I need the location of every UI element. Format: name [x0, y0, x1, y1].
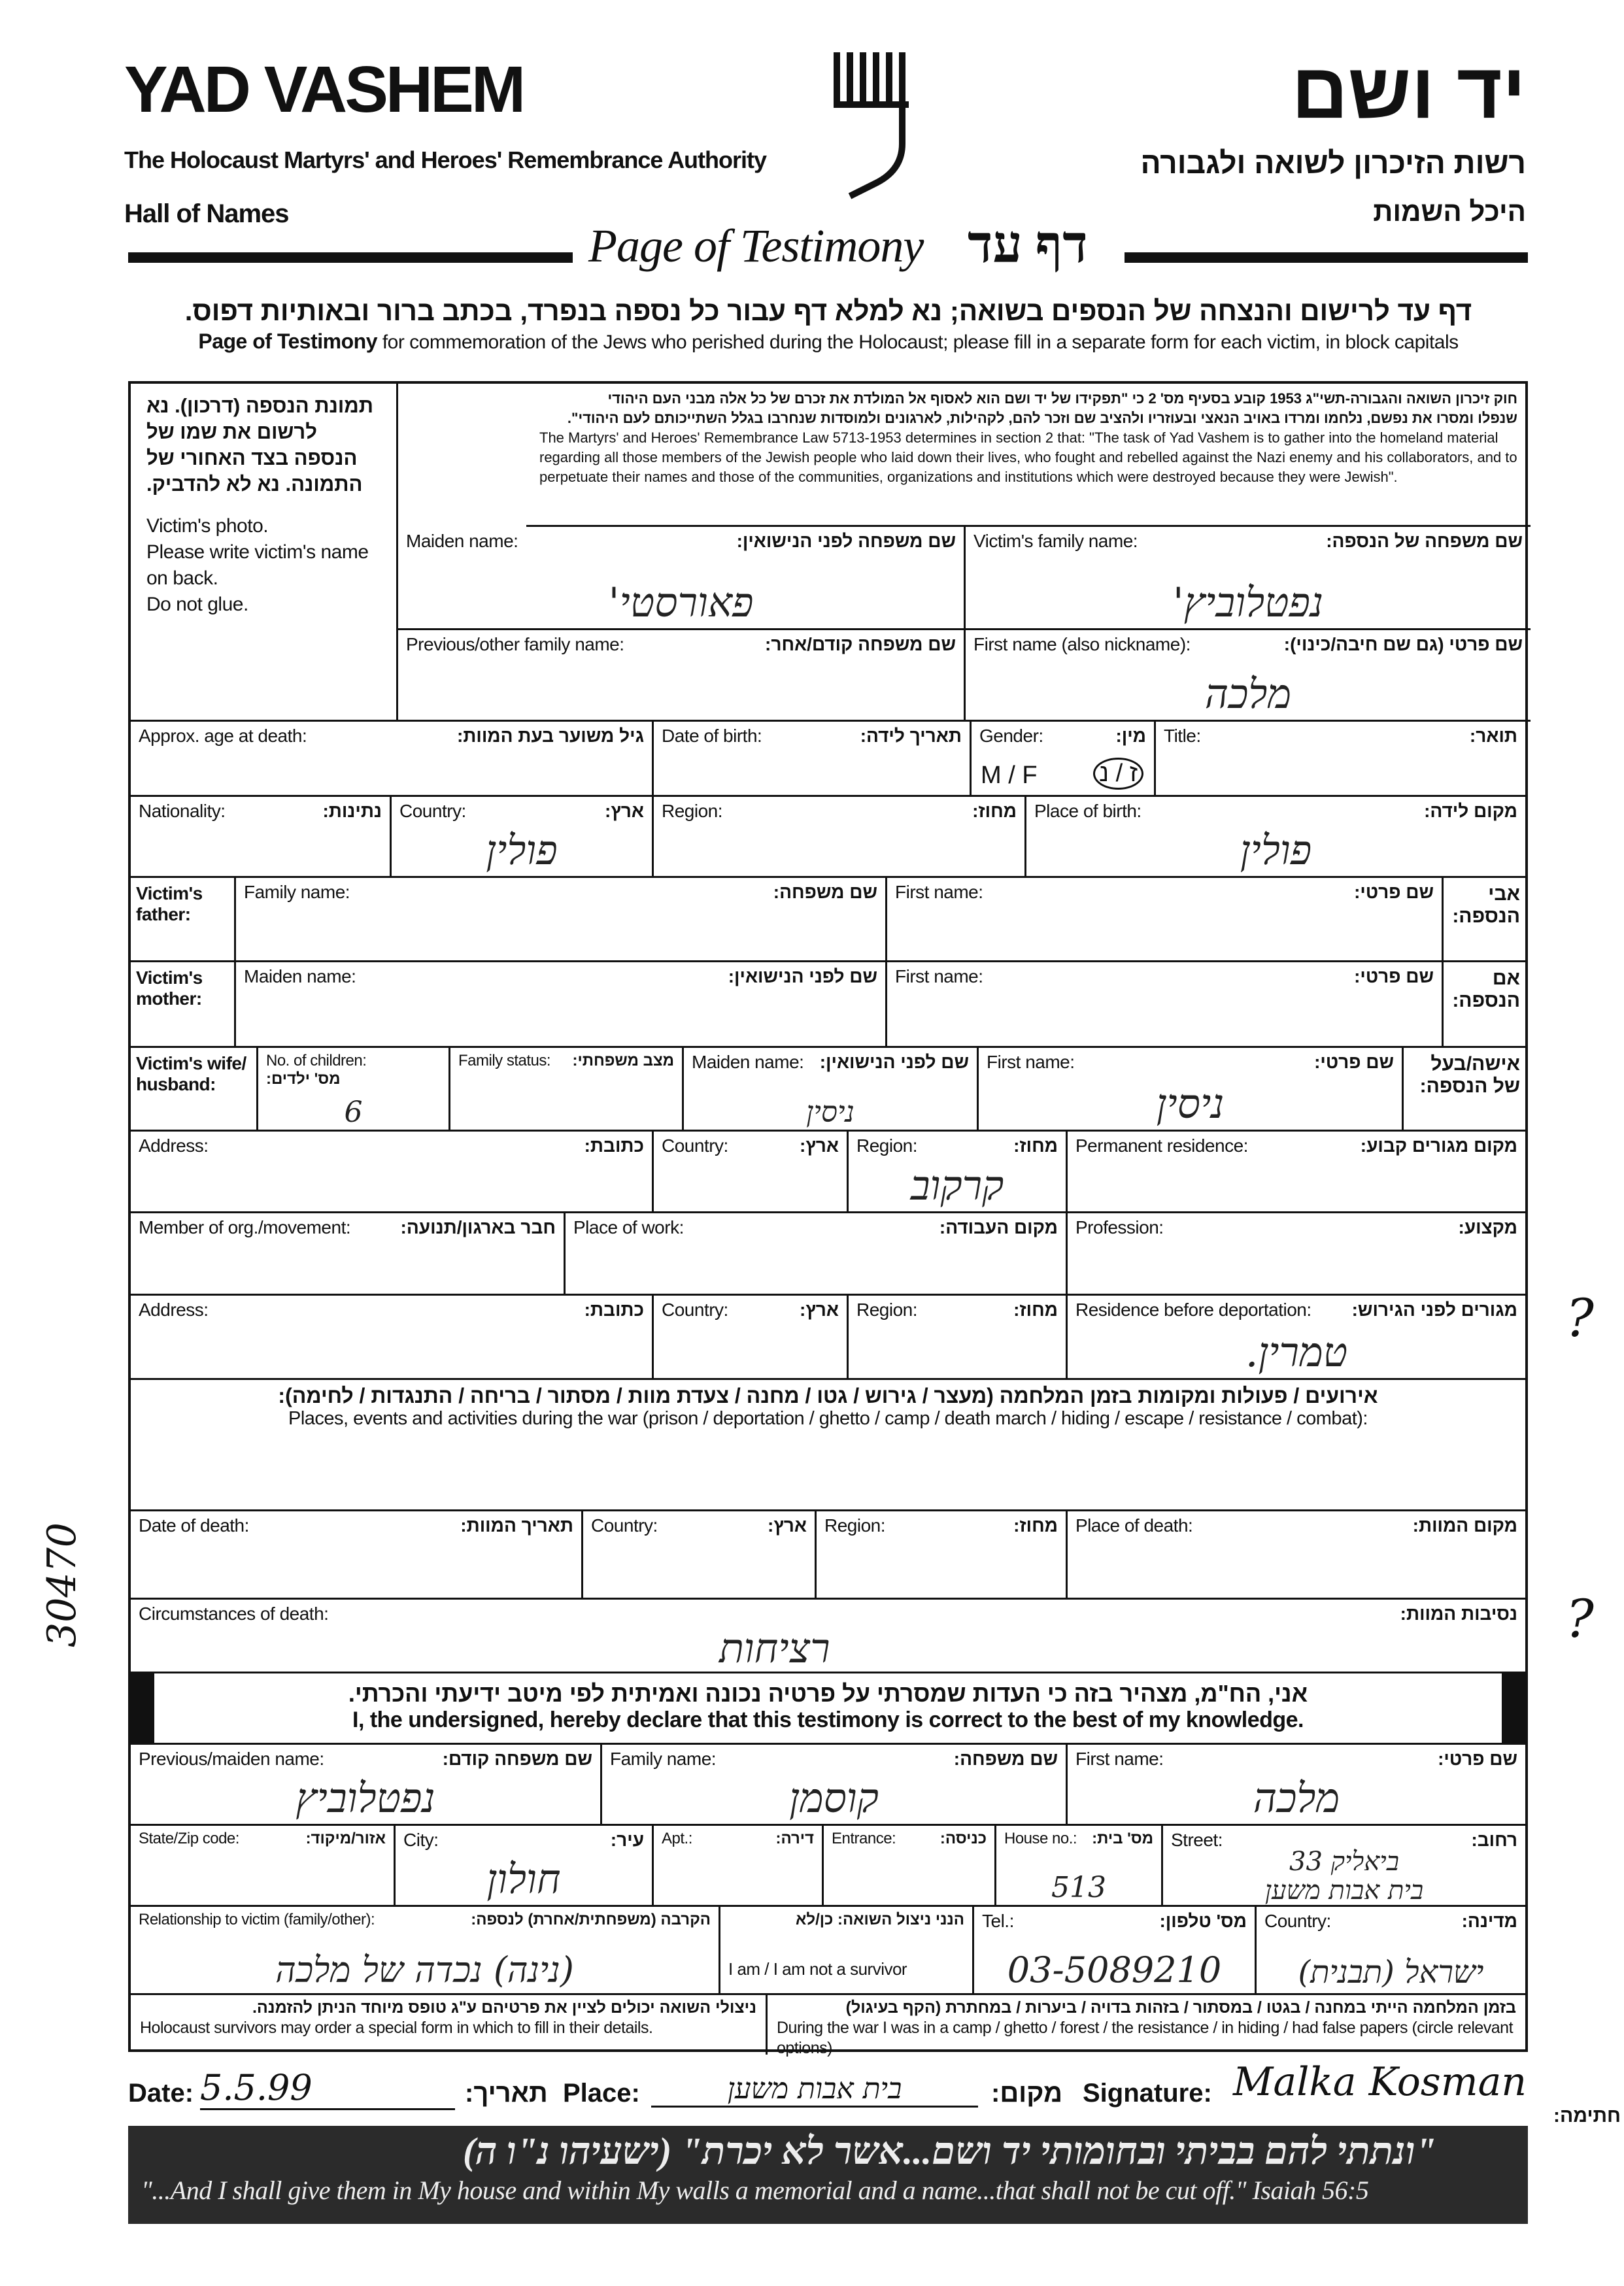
label: Circumstances of death: — [139, 1604, 329, 1624]
place-of-work-field[interactable] — [564, 1213, 1066, 1294]
label: Place of work: — [573, 1217, 684, 1237]
label-he: הקרבה (משפחתית/אחרת) לנספה: — [471, 1911, 711, 1928]
page-title-he: דף עד — [968, 216, 1088, 274]
value: ניסין — [1156, 1080, 1225, 1128]
photo-label: Victim's photo. — [146, 515, 269, 537]
label: Date of birth: — [662, 726, 762, 746]
address-country-field[interactable] — [652, 1132, 847, 1211]
label: Apt.: — [662, 1830, 692, 1847]
label-he: שם משפחה קודם: — [442, 1749, 592, 1769]
street-field[interactable] — [1161, 1826, 1525, 1905]
spouse-label: Victim's wife/ husband: — [136, 1053, 246, 1095]
value: ניסין — [806, 1096, 854, 1129]
label-he: שם משפחה קודם/אחר: — [765, 634, 956, 654]
yad-vashem-logo-icon — [827, 46, 919, 216]
value: קוסמן — [789, 1774, 879, 1822]
hall-of-names-en: Hall of Names — [124, 199, 289, 228]
apt-field[interactable] — [652, 1826, 822, 1905]
gender-options: M / F — [981, 762, 1038, 789]
label: Relationship to victim (family/other): — [139, 1911, 375, 1928]
law-he-2: שנפלו ומסרו את נפשם, נלחמו ומרדו באויב הנאצי ובעוזריו ולהציב שם וזכר להם, לקהילות, לארגונים ולמוסדות שנחרבו בגלל השתייכותם לעם היהודי". — [567, 410, 1517, 426]
label-he: מקום העבודה: — [939, 1217, 1058, 1237]
photo-instructions-he: תמונת הנספה (דרכון). נא לרשום את שמו של הנספה בצד האחורי של התמונה. נא לא להדביק. — [146, 394, 373, 496]
archive-number: 30470 — [39, 1522, 85, 1647]
law-en: The Martyrs' and Heroes' Remembrance Law 5713-1953 determines in section 2 that: "The task of Yad Vashem is to gather into the homeland material regarding all those members of the Jewish people who laid down their lives, who fought and rebelled against the Nazi enemy and his collaborators, and to perpetuate their names and those of the communities, organizations and institutions which were destroyed because they were Jewish". — [539, 429, 1517, 485]
mother-label-he: אם הנספה: — [1442, 962, 1525, 1046]
margin-question-mark: ? — [1566, 1588, 1594, 1649]
house-number-field[interactable] — [994, 1826, 1161, 1905]
label-he: מקום מגורים קבוע: — [1360, 1135, 1517, 1156]
note-en: During the war I was in a camp / ghetto / forest / the resistance / in hiding / had false papers (circle relevant options) — [777, 2019, 1514, 2057]
father-first-name-field[interactable] — [885, 878, 1442, 960]
label-he: שם לפני הנישואין: — [728, 966, 877, 986]
label-he: שם משפחה לפני הנישואין: — [736, 531, 956, 551]
label-he: חבר בארגון/תנועה: — [400, 1217, 556, 1237]
telephone-field[interactable] — [972, 1907, 1255, 1993]
label: Region: — [856, 1300, 918, 1320]
label-he: שם משפחה של הנספה: — [1326, 531, 1523, 551]
label-he: מדינה: — [1461, 1911, 1517, 1931]
quote-banner — [128, 2126, 1528, 2224]
family-name-field[interactable] — [964, 527, 1531, 628]
label-he: ארץ: — [800, 1135, 839, 1156]
label-he: שם משפחה: — [953, 1749, 1058, 1769]
label-he: ארץ: — [800, 1300, 839, 1320]
survivors-order-note — [131, 1995, 766, 2055]
label-he: נתינות: — [322, 801, 382, 821]
label: First name (also nickname): — [973, 634, 1191, 654]
label-he: תאריך המוות: — [460, 1515, 573, 1536]
label-he: כניסה: — [939, 1830, 987, 1847]
gender-field[interactable] — [970, 722, 1154, 795]
declaration — [131, 1673, 1525, 1745]
label-he: מחוז: — [1013, 1300, 1058, 1320]
signature-label-he: חתימה: — [1553, 2105, 1621, 2126]
label: First name: — [895, 966, 983, 986]
value: טמרין. — [1245, 1328, 1348, 1376]
label-he: הנני ניצול השואה: כן/לא — [796, 1911, 964, 1928]
father-family-name-field[interactable] — [234, 878, 885, 960]
label-he: אירועים / פעולות ומקומות בזמן המלחמה (מעצר / גירוש / גטו / מחנה / צעדת מוות / מסתור / בריחה / התנגדות / לחימה): — [278, 1384, 1378, 1407]
photo-note: Please write victim's name on back. — [146, 541, 369, 589]
mother-first-name-field[interactable] — [885, 962, 1442, 1046]
label-he: מצב משפחתי: — [572, 1052, 674, 1069]
label: Approx. age at death: — [139, 726, 307, 746]
survivor-field[interactable] — [719, 1907, 972, 1993]
label: Profession: — [1075, 1217, 1164, 1237]
instructions-he: דף עד לרישום והנצחה של הנספים בשואה; נא למלא דף עבור כל נספה בנפרד, בכתב ברור ובאותיות דפוס. — [184, 295, 1472, 326]
value: פולין — [1240, 826, 1312, 874]
mother-label: Victim's mother: — [136, 967, 203, 1009]
submitter-previous-name-field[interactable] — [131, 1745, 600, 1824]
value: מלכה — [1253, 1774, 1340, 1822]
spouse-maiden-field[interactable] — [682, 1048, 977, 1130]
value: (נינה) נכדה של מלכה — [275, 1949, 574, 1991]
value: פולין — [486, 826, 558, 874]
label: Maiden name: — [244, 966, 356, 986]
testimony-form — [128, 381, 1528, 2057]
hall-of-names-he: היכל השמות — [1373, 196, 1526, 227]
date-value[interactable]: 5.5.99 — [200, 2067, 455, 2110]
family-status-field[interactable] — [448, 1048, 682, 1130]
submitter-country-field[interactable] — [1255, 1907, 1525, 1993]
banner-quote-he: "ונתתי להם בביתי ובחומותי יד ושם...אשר לא יכרת" (ישעיהו נ"ו ה) — [462, 2130, 1436, 2172]
place-label: Place: — [563, 2079, 640, 2108]
place-value[interactable]: בית אבות משען — [651, 2072, 978, 2108]
divider — [128, 252, 573, 263]
label-he: מין: — [1115, 726, 1146, 746]
label-he: דירה: — [775, 1830, 814, 1847]
circumstances-field[interactable] — [131, 1600, 1525, 1672]
region-field[interactable] — [652, 797, 1024, 876]
label: Maiden name: — [406, 531, 518, 551]
value: נפטלוביץ' — [1172, 579, 1324, 626]
label-he: מגורים לפני הגירוש: — [1351, 1300, 1517, 1320]
date-label-he: תאריך: — [465, 2079, 548, 2108]
label: Country: — [662, 1135, 728, 1156]
label-he: מס' בית: — [1092, 1830, 1153, 1847]
dob-field[interactable] — [652, 722, 970, 795]
value: רציחות — [719, 1624, 830, 1672]
declaration-he: אני, הח"מ, מצהיר בזה כי העדות שמסרתי על פרטיה נכונה ואמיתית לפי מיטב ידיעתי והכרתי. — [348, 1680, 1308, 1707]
label-he: מס' טלפון: — [1159, 1911, 1247, 1931]
label-he: שם פרטי: — [1438, 1749, 1517, 1769]
place-of-birth-field[interactable] — [1024, 797, 1525, 876]
declaration-en: I, the undersigned, hereby declare that this testimony is correct to the best of my knowledge. — [352, 1707, 1304, 1732]
country-field[interactable] — [390, 797, 652, 876]
label-he: שם משפחה: — [773, 882, 877, 902]
label: Address: — [139, 1300, 209, 1320]
label: Maiden name: — [692, 1052, 804, 1072]
permanent-residence-field[interactable] — [1066, 1132, 1525, 1211]
label: Places, events and activities during the war (prison / deportation / ghetto / camp / death march / hiding / escape / resistance / combat): — [288, 1408, 1368, 1429]
label-he: תאריך לידה: — [860, 726, 962, 746]
subtitle-en: The Holocaust Martyrs' and Heroes' Remembrance Authority — [124, 146, 767, 173]
label: Country: — [662, 1300, 728, 1320]
label: Previous/other family name: — [406, 634, 624, 654]
label: City: — [403, 1830, 439, 1850]
value-line2: בית אבות משען — [1264, 1875, 1424, 1906]
place-of-death-field[interactable] — [1066, 1511, 1525, 1598]
label: Title: — [1164, 726, 1201, 746]
label-he: מקום לידה: — [1424, 801, 1517, 821]
label: Place of birth: — [1034, 801, 1142, 821]
value: 03-5089210 — [1007, 1949, 1222, 1991]
label: Entrance: — [832, 1830, 896, 1847]
label: State/Zip code: — [139, 1830, 239, 1847]
label: Date of death: — [139, 1515, 249, 1536]
address-region-field[interactable] — [847, 1132, 1066, 1211]
previous-name-field[interactable] — [398, 630, 964, 720]
date-of-death-field[interactable] — [131, 1511, 581, 1598]
label-he: מקצוע: — [1458, 1217, 1517, 1237]
value: קרקוב — [910, 1162, 1004, 1209]
profession-field[interactable] — [1066, 1213, 1525, 1294]
address2-field[interactable] — [131, 1296, 652, 1378]
label: Family status: — [458, 1052, 551, 1069]
entrance-field[interactable] — [822, 1826, 994, 1905]
label-he: כתובת: — [584, 1300, 644, 1320]
signature-value[interactable]: Malka Kosman — [1233, 2059, 1527, 2105]
label-he: שם פרטי: — [1354, 966, 1434, 986]
spouse-label-he: אישה/בעל של הנספה: — [1402, 1048, 1525, 1130]
photo-box[interactable] — [131, 384, 398, 722]
label: Nationality: — [139, 801, 226, 821]
label-he: מחוז: — [972, 801, 1017, 821]
place-label-he: מקום: — [991, 2079, 1063, 2108]
date-label: Date: — [128, 2079, 194, 2108]
law-he-1: חוק זיכרון השואה והגבורה-תשי"ג 1953 קובע בסעיף מס' 2 כי "תפקידו של יד ושם הוא לאסוף אל המולדת את זכרם של כל אלה מבני העם היהודי — [607, 390, 1517, 407]
instructions-en — [131, 330, 1526, 354]
first-name-field[interactable] — [964, 630, 1531, 720]
label: Previous/maiden name: — [139, 1749, 324, 1769]
war-status-field[interactable] — [766, 1995, 1525, 2055]
zip-field[interactable] — [131, 1826, 394, 1905]
age-field[interactable] — [131, 722, 652, 795]
death-country-field[interactable] — [581, 1511, 815, 1598]
label: Family name: — [610, 1749, 717, 1769]
member-org-field[interactable] — [131, 1213, 564, 1294]
label-he: מקום המוות: — [1412, 1515, 1517, 1536]
label-he: מחוז: — [1013, 1515, 1058, 1536]
instructions-text: for commemoration of the Jews who perished during the Holocaust; please fill in a separate form for each victim, in block capitals — [377, 331, 1459, 353]
label: Tel.: — [982, 1911, 1014, 1931]
divider — [1125, 252, 1528, 263]
label-he: ארץ: — [605, 801, 644, 821]
org-name-he: יד ושם — [1291, 47, 1526, 135]
label-he: שם לפני הנישואין: — [819, 1052, 969, 1072]
margin-question-mark: ? — [1566, 1288, 1594, 1349]
subtitle-he: רשות הזיכרון לשואה ולגבורה — [1140, 146, 1526, 180]
value: נפטלוביץ — [296, 1774, 435, 1822]
label-he: תואר: — [1469, 726, 1517, 746]
label: First name: — [1075, 1749, 1164, 1769]
value: 513 — [1051, 1871, 1106, 1904]
label-he: כתובת: — [584, 1135, 644, 1156]
label: Region: — [824, 1515, 886, 1536]
label: Family name: — [244, 882, 350, 902]
label: House no.: — [1004, 1830, 1077, 1847]
label-he: גיל משוער בעת המוות: — [456, 726, 644, 746]
note-en: Holocaust survivors may order a special form in which to fill in their details. — [140, 2019, 653, 2037]
nationality-field[interactable] — [131, 797, 390, 876]
label: Region: — [856, 1135, 918, 1156]
death-region-field[interactable] — [815, 1511, 1066, 1598]
signature-line — [128, 2059, 1621, 2126]
label-he: שם פרטי (גם שם חיבה/כינוי): — [1283, 634, 1523, 654]
instructions-bold: Page of Testimony — [198, 329, 377, 353]
residence-before-deportation-field[interactable] — [1066, 1296, 1525, 1378]
label: Member of org./movement: — [139, 1217, 351, 1237]
label: Region: — [662, 801, 723, 821]
label-he: שם פרטי: — [1314, 1052, 1394, 1072]
maiden-name-field[interactable] — [398, 527, 964, 628]
law-text — [526, 384, 1531, 527]
mother-maiden-name-field[interactable] — [234, 962, 885, 1046]
label: Victim's family name: — [973, 531, 1138, 551]
label: Gender: — [979, 726, 1043, 746]
label-he: ארץ: — [768, 1515, 807, 1536]
value: מלכה — [1204, 670, 1292, 718]
label-he: מחוז: — [1013, 1135, 1058, 1156]
title-field[interactable] — [1154, 722, 1525, 795]
page-title: Page of Testimony — [588, 220, 924, 272]
photo-note-glue: Do not glue. — [146, 594, 248, 615]
label: First name: — [987, 1052, 1075, 1072]
places-events-field[interactable] — [131, 1380, 1525, 1509]
note-he: בזמן המלחמה הייתי במחנה / בגטו / במסתור / בזהות בדויה / ביערות / במחתרת (הקף בעיגול) — [845, 1998, 1516, 2017]
value: 6 — [344, 1096, 363, 1129]
label: First name: — [895, 882, 983, 902]
label: Country: — [399, 801, 466, 821]
label-he: נסיבות המוות: — [1400, 1604, 1517, 1624]
address-field[interactable] — [131, 1132, 652, 1211]
label: Country: — [1264, 1911, 1331, 1931]
submitter-family-name-field[interactable] — [600, 1745, 1066, 1824]
org-name-en: YAD VASHEM — [124, 53, 524, 126]
value: פאורסטי' — [608, 579, 754, 626]
note-he: ניצולי השואה יכולים לציין את פרטיהם ע"ג טופס מיוחד הניתן להזמנה. — [252, 1998, 756, 2017]
value: ישראל (תבנית) — [1298, 1954, 1484, 1991]
address2-region-field[interactable] — [847, 1296, 1066, 1378]
label: Permanent residence: — [1075, 1135, 1248, 1156]
city-field[interactable] — [394, 1826, 652, 1905]
label-he: אזור/מיקוד: — [305, 1830, 386, 1847]
label: Address: — [139, 1135, 209, 1156]
value: ביאליק 33 — [1289, 1847, 1399, 1877]
label-he: עיר: — [610, 1830, 644, 1850]
signature-label: Signature: — [1083, 2079, 1212, 2108]
relationship-field[interactable] — [131, 1907, 719, 1993]
children-field[interactable] — [256, 1048, 448, 1130]
label: Residence before deportation: — [1075, 1300, 1311, 1320]
gender-options-he-circled: ז / נ — [1093, 758, 1143, 790]
label: Street: — [1171, 1830, 1223, 1850]
address2-country-field[interactable] — [652, 1296, 847, 1378]
father-label: Victim's father: — [136, 883, 203, 925]
label: Place of death: — [1075, 1515, 1193, 1536]
label: No. of children: — [266, 1052, 367, 1069]
label: Country: — [591, 1515, 658, 1536]
submitter-first-name-field[interactable] — [1066, 1745, 1525, 1824]
label: I am / I am not a survivor — [728, 1959, 907, 1979]
value: חולון — [486, 1855, 561, 1903]
father-label-he: אבי הנספה: — [1442, 878, 1525, 960]
banner-quote-en: "...And I shall give them in My house and within My walls a memorial and a name...that shall not be cut off." Isaiah 56:5 — [141, 2176, 1369, 2205]
label-he: רחוב: — [1471, 1830, 1517, 1850]
label-he: מס' ילדים: — [266, 1069, 341, 1088]
spouse-first-name-field[interactable] — [977, 1048, 1402, 1130]
label-he: שם פרטי: — [1354, 882, 1434, 902]
